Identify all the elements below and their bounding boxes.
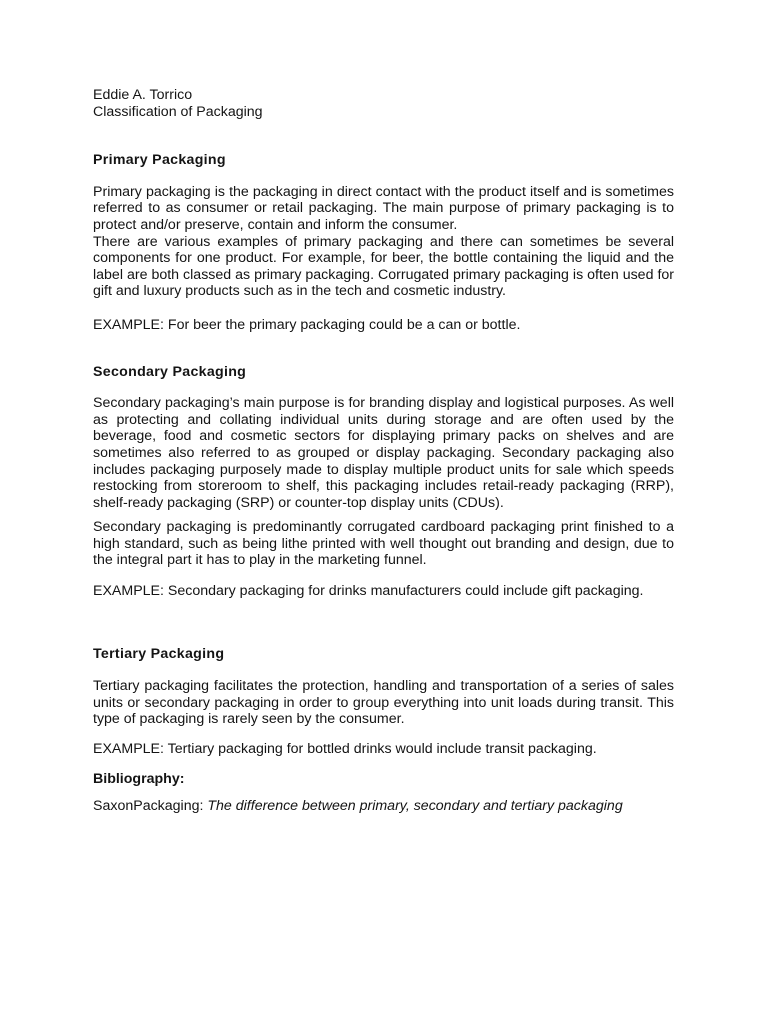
- bibliography-entry: [93, 798, 674, 815]
- secondary-packaging-paragraph-2: Secondary packaging is predominantly corrugated cardboard packaging print finished to a high standard, such as being lithe printed with well thought out branding and design, due to the integral part it has to play in the marketing funnel.: [93, 519, 674, 569]
- bibliography-entry-title: The difference between primary, secondary and tertiary packaging: [207, 798, 623, 815]
- tertiary-packaging-example: EXAMPLE: Tertiary packaging for bottled drinks would include transit packaging.: [93, 741, 597, 758]
- tertiary-packaging-heading: Tertiary Packaging: [93, 645, 225, 662]
- primary-packaging-heading: Primary Packaging: [93, 152, 226, 169]
- tertiary-packaging-paragraph-1: Tertiary packaging facilitates the protection, handling and transportation of a series of sales units or secondary packaging in order to group everything into unit loads during transit. This type of packaging is rarely seen by the consumer.: [93, 678, 674, 728]
- secondary-packaging-paragraph-1: Secondary packaging’s main purpose is for branding display and logistical purposes. As well as protecting and collating individual units during storage and are often used by the beverage, food and cosmetic sectors for displaying primary packs on shelves and are sometimes also referred to as grouped or display packaging. Secondary packaging also includes packaging purposely made to display multiple product units for sale which speeds restocking from storeroom to shelf, this packaging includes retail-ready packaging (RRP), shelf-ready packaging (SRP) or counter-top display units (CDUs).: [93, 395, 674, 511]
- primary-packaging-paragraph-2: There are various examples of primary packaging and there can sometimes be several components for one product. For example, for beer, the bottle containing the liquid and the label are both classed as primary packaging. Corrugated primary packaging is often used for gift and luxury products such as in the tech and cosmetic industry.: [93, 233, 674, 300]
- document-page: [93, 87, 674, 815]
- primary-packaging-example: EXAMPLE: For beer the primary packaging could be a can or bottle.: [93, 316, 521, 333]
- primary-packaging-paragraph-1: Primary packaging is the packaging in direct contact with the product itself and is sometimes referred to as consumer or retail packaging. The main purpose of primary packaging is to protect and/or preserve, contain and inform the consumer.: [93, 183, 674, 233]
- bibliography-heading: Bibliography:: [93, 770, 185, 787]
- author-name: Eddie A. Torrico: [93, 87, 193, 103]
- document-title: Classification of Packaging: [93, 103, 263, 120]
- secondary-packaging-example: EXAMPLE: Secondary packaging for drinks manufacturers could include gift packaging.: [93, 583, 644, 600]
- secondary-packaging-heading: Secondary Packaging: [93, 363, 247, 380]
- bibliography-entry-source: SaxonPackaging:: [93, 798, 208, 815]
